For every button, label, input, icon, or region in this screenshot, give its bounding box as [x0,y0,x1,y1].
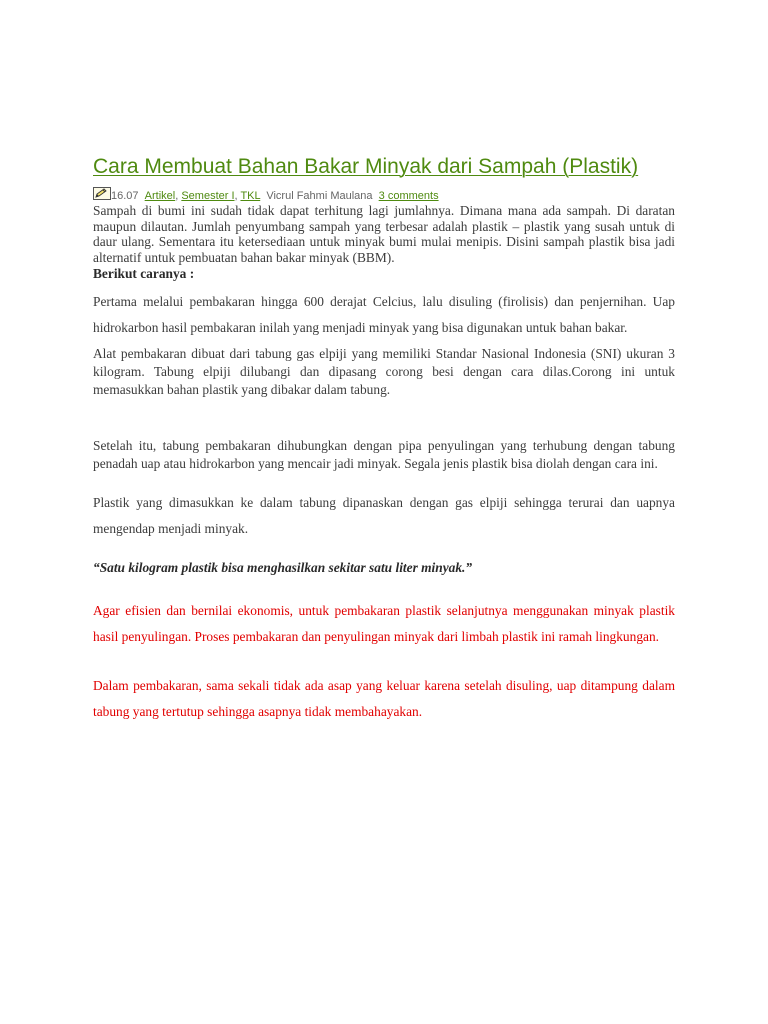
paragraph-step-2: Alat pembakaran dibuat dari tabung gas elpiji yang memiliki Standar Nasional Indonesia (SNI) ukuran 3 kilogram. Tabung elpiji dilubangi dan dipasang corong besi dengan cara dilas.Corong ini untuk memasukkan bahan plastik yang dibakar dalam tabung. [93,346,675,397]
highlight-quote: “Satu kilogram plastik bisa menghasilkan sekitar satu liter minyak.” [93,560,473,575]
comments-link[interactable]: 3 comments [378,190,439,202]
post-time: 16.07 [111,190,139,202]
paragraph-step-3: Setelah itu, tabung pembakaran dihubungkan dengan pipa penyulingan yang terhubung dengan tabung penadah uap atau hidrokarbon yang mencair jadi minyak. Segala jenis plastik bisa diolah dengan cara ini. [93,438,675,471]
blog-post [93,154,675,724]
post-body [93,203,675,724]
category-link-artikel[interactable]: Artikel [144,190,176,202]
category-link-tkl[interactable]: TKL [240,190,261,202]
pencil-edit-icon[interactable] [93,187,111,200]
red-paragraph-efficiency: Agar efisien dan bernilai ekonomis, untuk pembakaran plastik selanjutnya menggunakan minyak plastik hasil penyulingan. Proses pembakaran dan penyulingan minyak dari limbah plastik ini ramah lingkungan. [93,603,675,644]
post-title-link[interactable]: Cara Membuat Bahan Bakar Minyak dari Sampah (Plastik) [93,155,639,178]
paragraph-step-1: Pertama melalui pembakaran hingga 600 derajat Celcius, lalu disuling (firolisis) dan penjernihan. Uap hidrokarbon hasil pembakaran inilah yang menjadi minyak yang bisa digunakan untuk bahan bakar. [93,294,675,335]
intro-paragraph: Sampah di bumi ini sudah tidak dapat terhitung lagi jumlahnya. Dimana mana ada sampah. Di daratan maupun dilautan. Jumlah penyumbang sampah yang terbesar adalah plastik – plastik yang susah untuk di daur ulang. Sementara itu ketersediaan untuk minyak bumi mulai menipis. Disini sampah plastik bisa jadi alternatif untuk pembuatan bahan bakar minyak (BBM). [93,203,675,265]
category-link-semester[interactable]: Semester I [181,190,235,202]
section-subheading: Berikut caranya : [93,266,195,281]
paragraph-step-4: Plastik yang dimasukkan ke dalam tabung dipanaskan dengan gas elpiji sehingga terurai dan uapnya mengendap menjadi minyak. [93,495,675,536]
red-paragraph-no-smoke: Dalam pembakaran, sama sekali tidak ada asap yang keluar karena setelah disuling, uap ditampung dalam tabung yang tertutup sehingga asapnya tidak membahayakan. [93,678,675,719]
post-author: Vicrul Fahmi Maulana [266,190,373,202]
post-meta: 16.07 Artikel, Semester I, TKL Vicrul Fahmi Maulana 3 comments [93,187,675,203]
post-title[interactable] [93,154,675,180]
